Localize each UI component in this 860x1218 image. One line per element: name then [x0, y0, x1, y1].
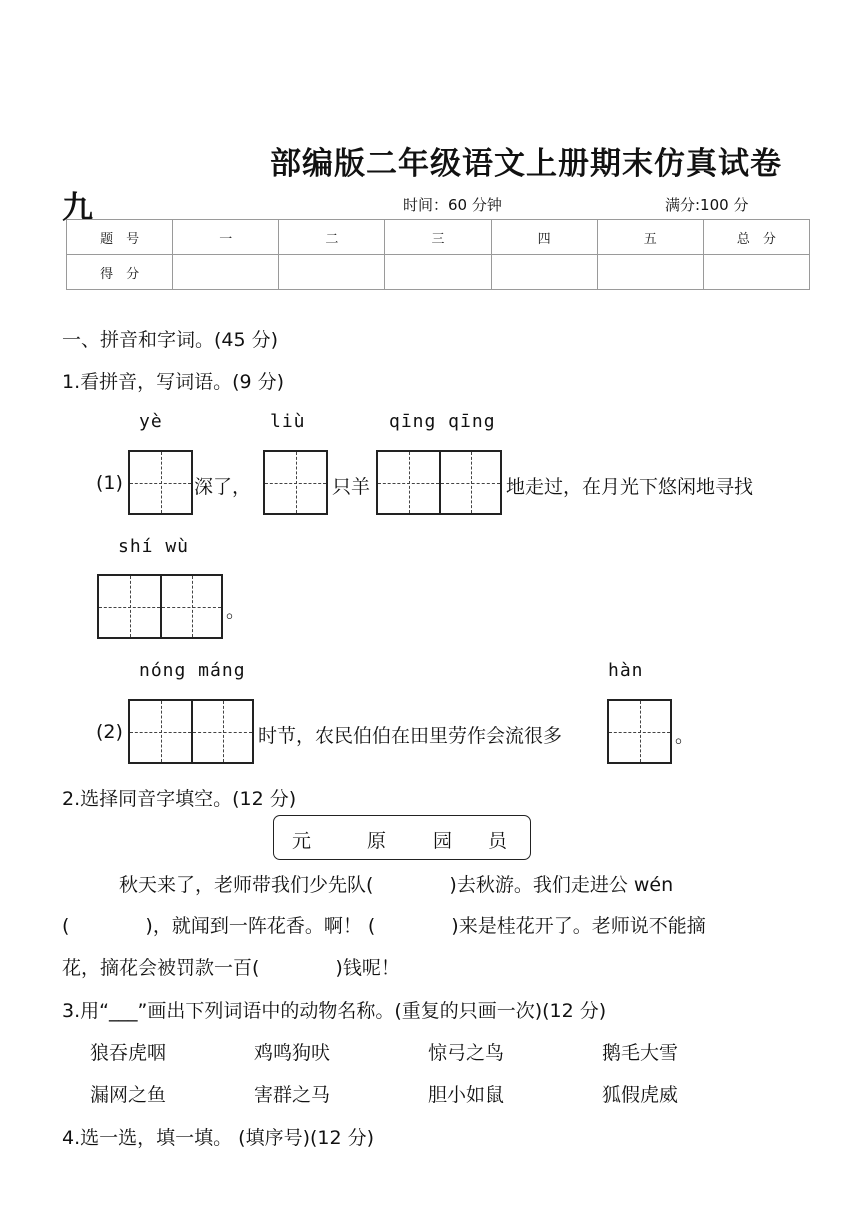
score-table-header-cell: 四 — [491, 220, 597, 255]
section-heading: 一、拼音和字词。(45 分) — [62, 329, 279, 351]
score-cell[interactable] — [597, 255, 703, 290]
score-cell[interactable] — [173, 255, 279, 290]
pinyin-shiwu: shí wù — [118, 536, 190, 557]
idiom-word[interactable]: 漏网之鱼 — [90, 1084, 167, 1106]
pinyin-ye: yè — [139, 411, 163, 432]
title-suffix: 九 — [62, 190, 93, 226]
question-3-heading: 3.用“___”画出下列词语中的动物名称。(重复的只画一次)(12 分) — [62, 1000, 607, 1022]
tianzige-box-han[interactable] — [607, 699, 672, 764]
score-cell[interactable] — [491, 255, 597, 290]
idiom-word[interactable]: 鸡鸣狗吠 — [254, 1042, 331, 1064]
choice-word: 原 — [367, 830, 387, 852]
item-number: (2) — [96, 721, 123, 743]
sentence-end: 。 — [675, 725, 695, 747]
score-table-header-row — [67, 220, 810, 255]
choice-word: 元 — [292, 830, 312, 852]
score-table-header-cell: 五 — [597, 220, 703, 255]
score-table-header-cell: 二 — [279, 220, 385, 255]
score-table-row-label: 得 分 — [67, 255, 173, 290]
tianzige-box-ye[interactable] — [128, 450, 193, 515]
pinyin-liu: liù — [270, 411, 306, 432]
full-score: 满分:100 分 — [665, 196, 749, 214]
exam-time: 时间：60 分钟 — [403, 196, 502, 214]
question-2-heading: 2.选择同音字填空。(12 分) — [62, 788, 297, 810]
paragraph-line: 秋天来了，老师带我们少先队( )去秋游。我们走进公 wén — [119, 874, 674, 896]
pinyin-han: hàn — [608, 660, 644, 681]
score-table-header-cell: 三 — [385, 220, 491, 255]
score-table-header-cell: 一 — [173, 220, 279, 255]
score-table — [66, 219, 810, 290]
sentence-text: 深了， — [194, 476, 252, 498]
idiom-word[interactable]: 害群之马 — [254, 1084, 331, 1106]
sentence-end: 。 — [226, 600, 246, 622]
tianzige-box-shiwu[interactable] — [97, 574, 223, 639]
sentence-text: 只羊 — [332, 476, 371, 498]
item-number: (1) — [96, 472, 123, 494]
question-1-heading: 1.看拼音，写词语。(9 分) — [62, 371, 285, 393]
tianzige-box-qingqing[interactable] — [376, 450, 502, 515]
score-cell[interactable] — [385, 255, 491, 290]
idiom-word[interactable]: 鹅毛大雪 — [602, 1042, 679, 1064]
idiom-word[interactable]: 狼吞虎咽 — [90, 1042, 167, 1064]
pinyin-qingqing: qīng qīng — [389, 411, 496, 432]
score-cell[interactable] — [279, 255, 385, 290]
score-cell[interactable] — [703, 255, 809, 290]
paragraph-line: 花，摘花会被罚款一百( )钱呢！ — [62, 957, 400, 979]
score-table-header-cell: 题 号 — [67, 220, 173, 255]
score-table-header-cell: 总 分 — [703, 220, 809, 255]
sentence-text: 地走过，在月光下悠闲地寻找 — [506, 476, 754, 498]
tianzige-box-nongmang[interactable] — [128, 699, 254, 764]
score-table-score-row — [67, 255, 810, 290]
paragraph-line: ( )，就闻到一阵花香。啊！ ( )来是桂花开了。老师说不能摘 — [62, 915, 706, 937]
sentence-text: 时节，农民伯伯在田里劳作会流很多 — [258, 725, 563, 747]
pinyin-nongmang: nóng máng — [139, 660, 246, 681]
question-4-heading: 4.选一选，填一填。 (填序号)(12 分) — [62, 1127, 375, 1149]
idiom-word[interactable]: 狐假虎威 — [602, 1084, 679, 1106]
word-choice-box — [273, 815, 531, 860]
page-title: 部编版二年级语文上册期末仿真试卷 — [270, 146, 782, 182]
idiom-word[interactable]: 惊弓之鸟 — [428, 1042, 505, 1064]
choice-word: 员 — [488, 830, 508, 852]
idiom-word[interactable]: 胆小如鼠 — [428, 1084, 505, 1106]
choice-word: 园 — [433, 830, 453, 852]
tianzige-box-liu[interactable] — [263, 450, 328, 515]
